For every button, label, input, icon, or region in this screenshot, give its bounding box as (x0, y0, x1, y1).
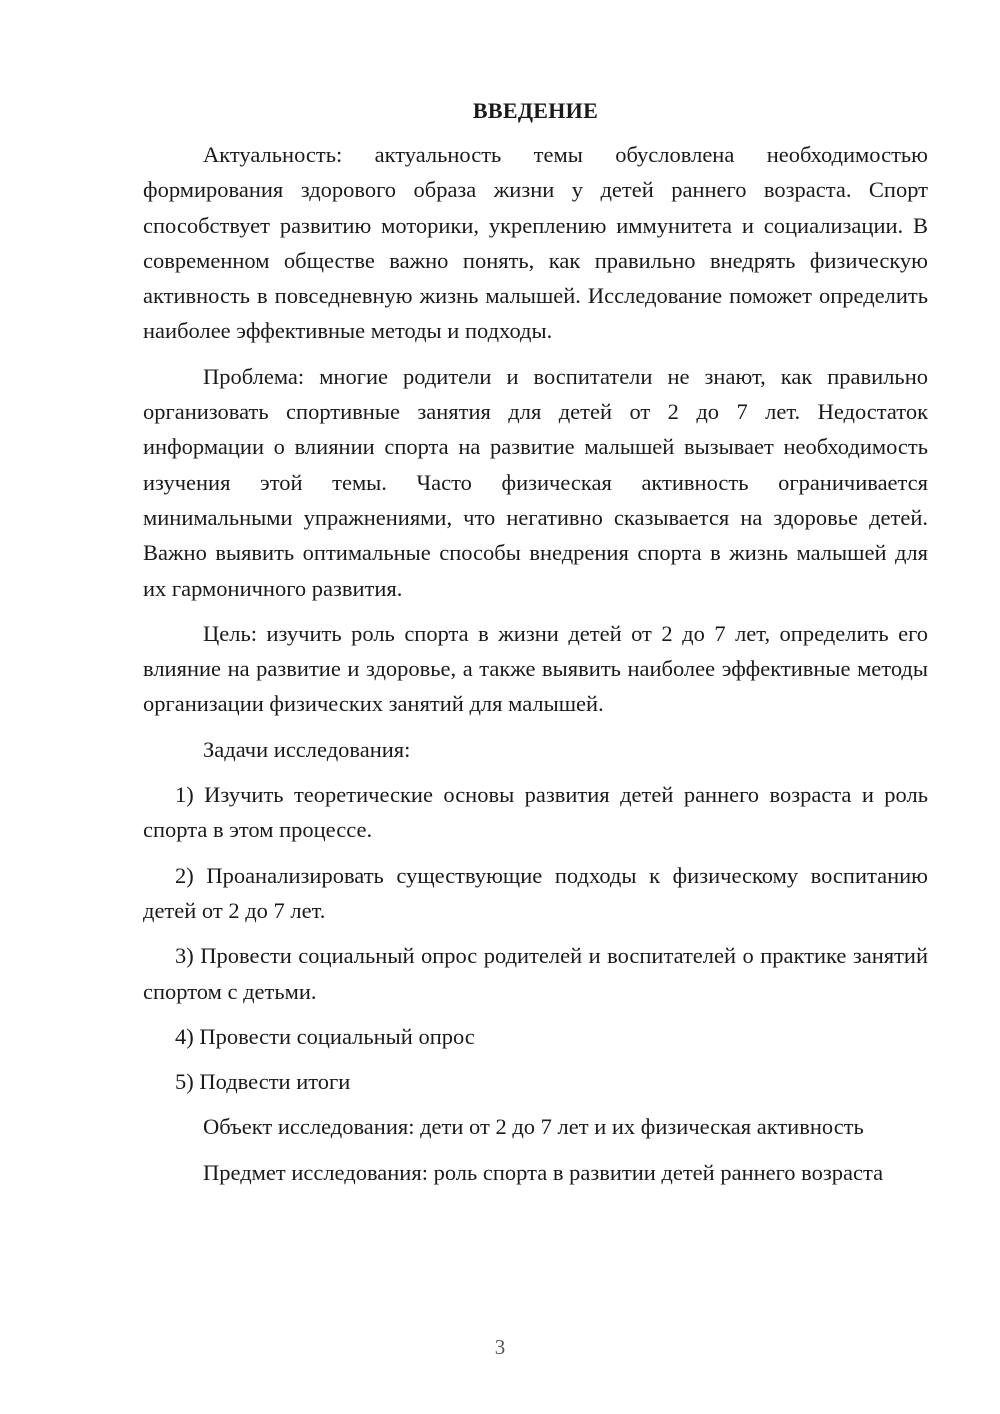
goal-paragraph: Цель: изучить роль спорта в жизни детей от 2 до 7 лет, определить его влияние на развитие и здоровье, а также выявить наиболее эффективные методы организации физических занятий для малышей. (143, 620, 928, 717)
task-item-3: 3) Провести социальный опрос родителей и воспитателей о практике занятий спортом с детьми. (143, 943, 928, 1004)
document-page (143, 95, 928, 1200)
task-item-2: 2) Проанализировать существующие подходы к физическому воспитанию детей от 2 до 7 лет. (143, 862, 928, 923)
page-number: 3 (494, 1335, 506, 1359)
research-subject-paragraph: Предмет исследования: роль спорта в развитии детей раннего возраста (203, 1159, 884, 1185)
task-item-5: 5) Подвести итоги (175, 1069, 351, 1095)
page-title: ВВЕДЕНИЕ (472, 98, 599, 123)
problem-paragraph: Проблема: многие родители и воспитатели не знают, как правильно организовать спортивные занятия для детей от 2 до 7 лет. Недостаток информации о влиянии спорта на развитие малышей вызывает необходимость изучения этой темы. Часто физическая активность ограничивается минимальными упражнениями, что негативно сказывается на здоровье детей. Важно выявить оптимальные способы внедрения спорта в жизнь малышей для их гармоничного развития. (143, 363, 928, 601)
task-item-4: 4) Провести социальный опрос (175, 1023, 475, 1049)
tasks-intro: Задачи исследования: (203, 736, 411, 762)
research-object-paragraph: Объект исследования: дети от 2 до 7 лет и их физическая активность (203, 1114, 864, 1140)
task-item-1: 1) Изучить теоретические основы развития детей раннего возраста и роль спорта в этом процессе. (143, 782, 928, 843)
relevance-paragraph: Актуальность: актуальность темы обусловлена необходимостью формирования здорового образа жизни у детей раннего возраста. Спорт способствует развитию моторики, укреплению иммунитета и социализации. В современном обществе важно понять, как правильно внедрять физическую активность в повседневную жизнь малышей. Исследование поможет определить наиболее эффективные методы и подходы. (143, 142, 928, 344)
